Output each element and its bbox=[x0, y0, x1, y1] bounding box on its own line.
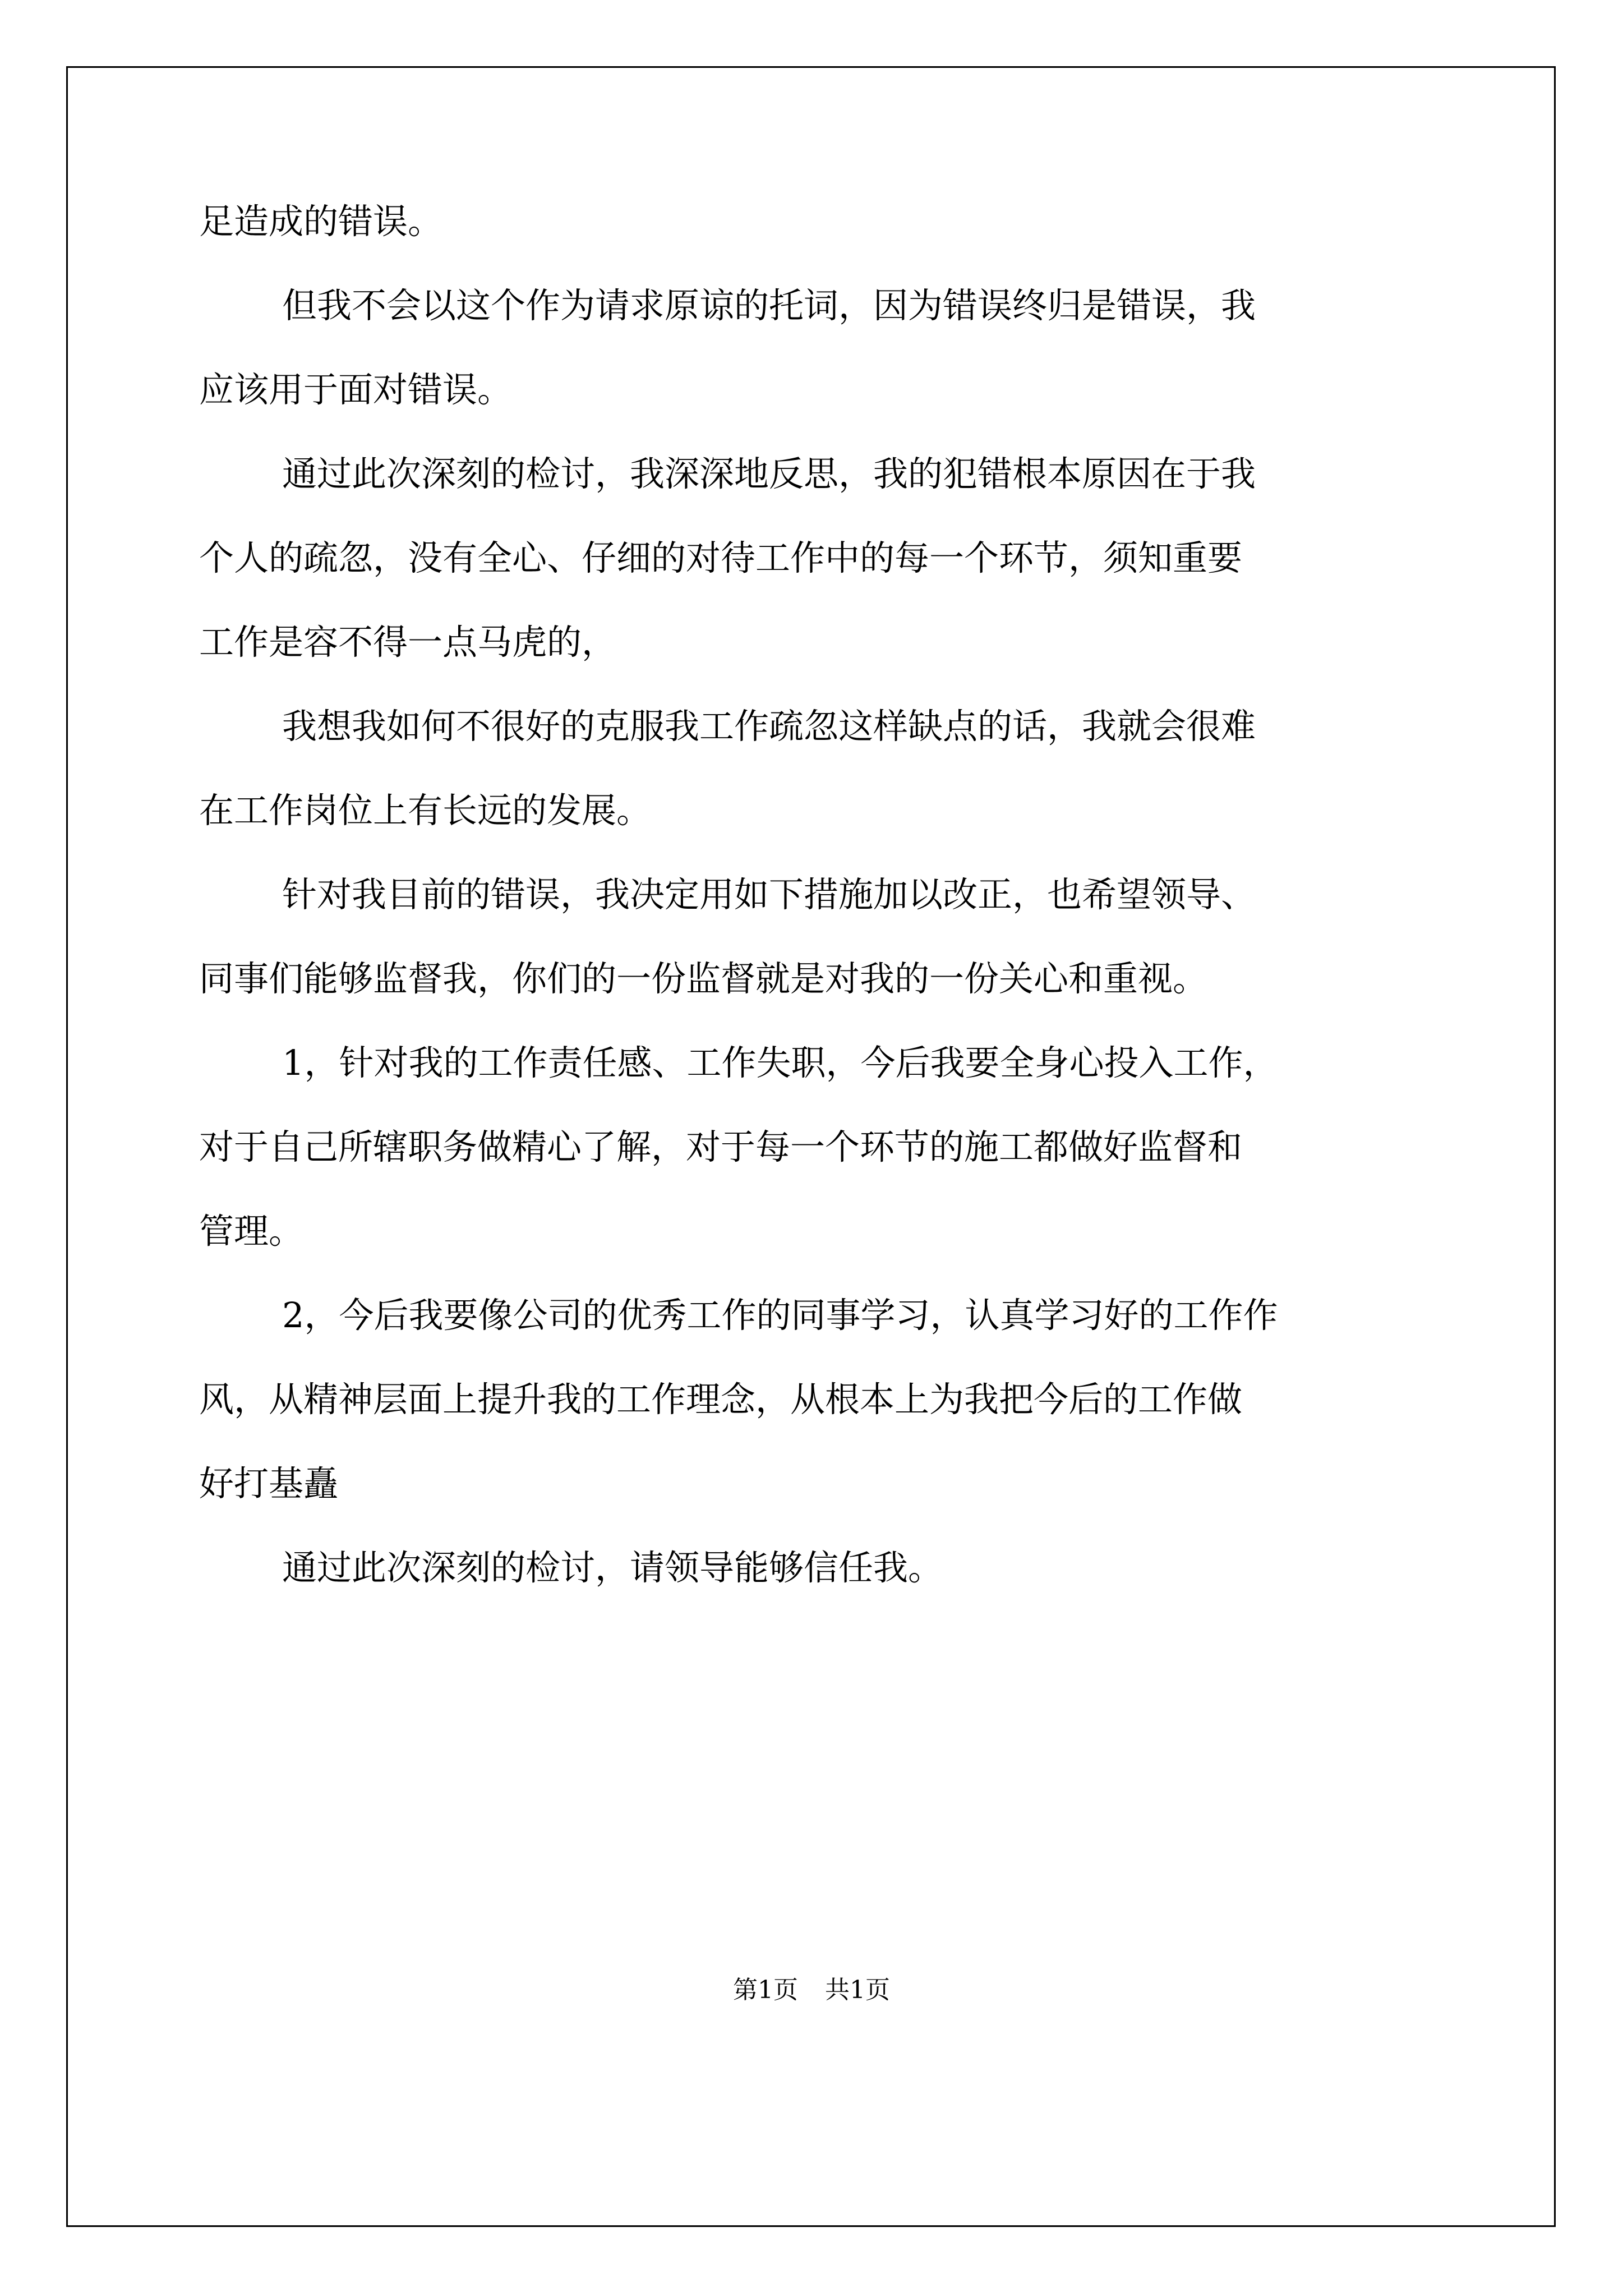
text-line: 个人的疏忽，没有全心、仔细的对待工作中的每一个环节，须知重要 bbox=[199, 537, 1243, 578]
text-line: 管理。 bbox=[199, 1211, 304, 1251]
text-line: 但我不会以这个作为请求原谅的托词，因为错误终归是错误，我 bbox=[282, 285, 1256, 326]
paragraph bbox=[199, 432, 1450, 684]
paragraph bbox=[199, 264, 1450, 432]
text-line: 1，针对我的工作责任感、工作失职，今后我要全身心投入工作， bbox=[282, 1042, 1278, 1083]
text-line: 风，从精神层面上提升我的工作理念，从根本上为我把今后的工作做 bbox=[199, 1379, 1243, 1420]
text-line: 工作是容不得一点马虎的， bbox=[199, 622, 617, 662]
paragraph bbox=[199, 1526, 1450, 1610]
text-line: 好打基矗 bbox=[199, 1463, 339, 1504]
paragraph bbox=[199, 1021, 1450, 1273]
text-line: 应该用于面对错误。 bbox=[199, 369, 513, 410]
text-line: 在工作岗位上有长远的发展。 bbox=[199, 790, 652, 831]
paragraph bbox=[199, 684, 1450, 853]
paragraph bbox=[199, 853, 1450, 1021]
text-line: 通过此次深刻的检讨，我深深地反思，我的犯错根本原因在于我 bbox=[282, 453, 1256, 494]
text-line: 针对我目前的错误，我决定用如下措施加以改正，也希望领导、 bbox=[282, 874, 1256, 915]
text-line: 对于自己所辖职务做精心了解，对于每一个环节的施工都做好监督和 bbox=[199, 1126, 1243, 1167]
page-total: 共1页 bbox=[825, 1976, 890, 2004]
paragraph bbox=[199, 1273, 1450, 1526]
text-line: 同事们能够监督我，你们的一份监督就是对我的一份关心和重视。 bbox=[199, 958, 1208, 999]
paragraph bbox=[199, 180, 1450, 264]
text-line: 2，今后我要像公司的优秀工作的同事学习，认真学习好的工作作 bbox=[282, 1295, 1278, 1336]
document-body bbox=[199, 180, 1450, 1610]
page-footer bbox=[0, 1973, 1623, 2007]
text-line: 我想我如何不很好的克服我工作疏忽这样缺点的话，我就会很难 bbox=[282, 706, 1256, 747]
text-line: 通过此次深刻的检讨，请领导能够信任我。 bbox=[282, 1547, 943, 1588]
page-number: 第1页 bbox=[733, 1976, 798, 2004]
text-line: 足造成的错误。 bbox=[199, 201, 443, 242]
